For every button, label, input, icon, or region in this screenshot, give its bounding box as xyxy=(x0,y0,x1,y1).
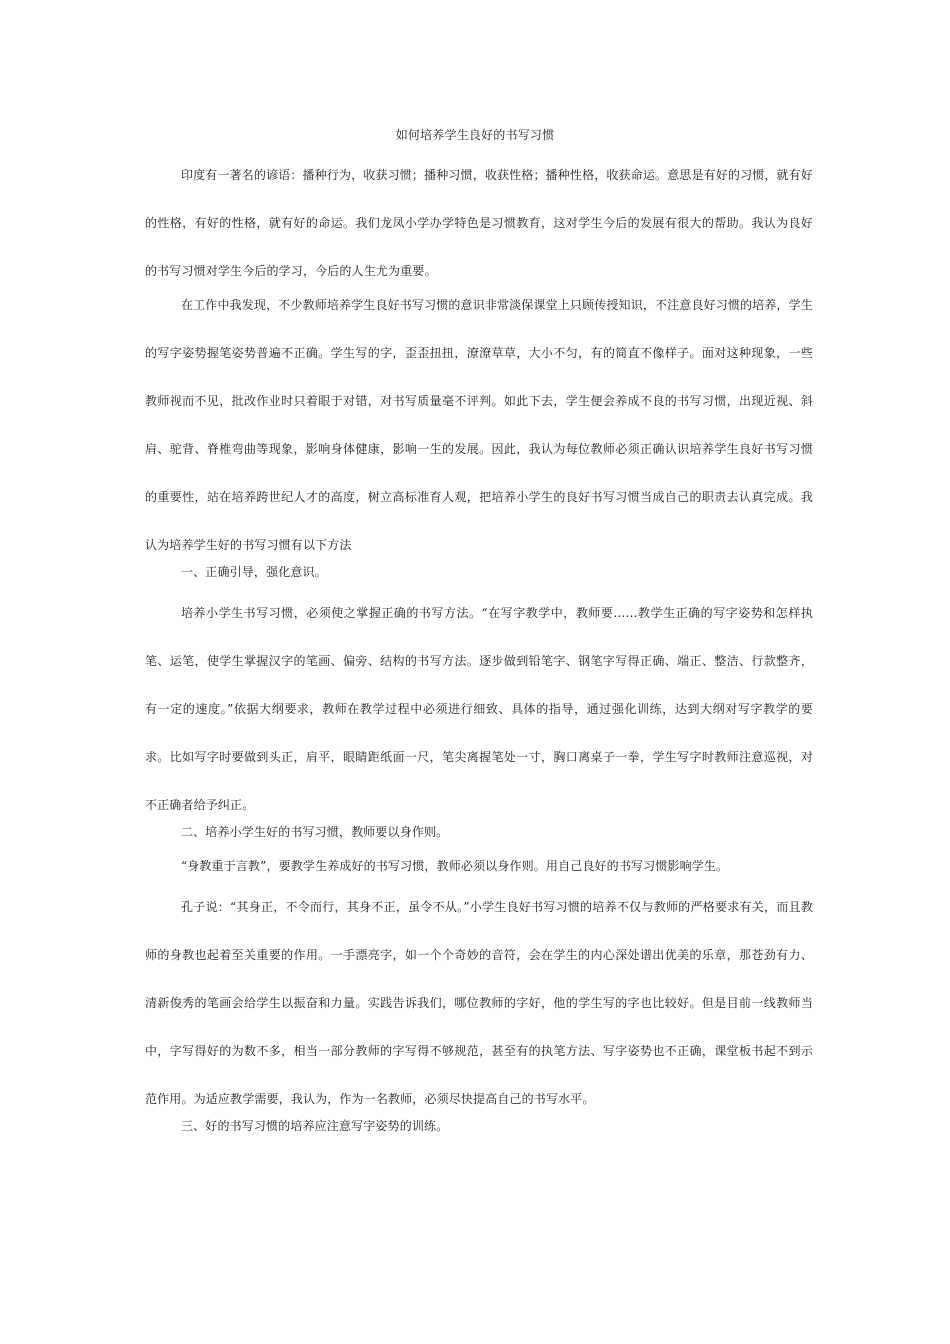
paragraph-proverb: 印度有一著名的谚语：播种行为，收获习惯；播种习惯，收获性格；播种性格，收获命运。意思是有好的习惯，就有好的性格，有好的性格，就有好的命运。我们龙凤小学办学特色是习惯教育，这对学生今后的发展有很大的帮助。我认为良好的书写习惯对学生今后的学习，今后的人生尤为重要。 xyxy=(145,168,813,278)
paragraph-method-1: 培养小学生书写习惯，必须使之掌握正确的书写方法。“在写字教学中，教师要……教学生正确的写字姿势和怎样执笔、运笔，使学生掌握汉字的笔画、偏旁、结构的书写方法。逐步做到铅笔字、钢笔字写得正确、端正、整洁、行款整齐，有一定的速度。”依据大纲要求，教师在教学过程中必须进行细致、具体的指导，通过强化训练，达到大纲对写字教学的要求。比如写字时要做到头正，肩平，眼睛距纸面一尺，笔尖离握笔处一寸，胸口离桌子一拳，学生写字时教师注意巡视，对不正确者给予纠正。 xyxy=(145,606,813,812)
section-heading-2: 二、培养小学生好的书写习惯，教师要以身作则。 xyxy=(181,825,449,839)
paragraph-lead-by-example: “身教重于言教”，要教学生养成好的书写习惯，教师必须以身作则。用自己良好的书写习惯影响学生。 xyxy=(181,859,729,873)
document-body xyxy=(145,151,813,1143)
section-heading-1: 一、正确引导，强化意识。 xyxy=(181,565,327,579)
document-title: 如何培养学生良好的书写习惯 xyxy=(395,128,555,142)
paragraph-confucius: 孔子说：“其身正，不令而行，其身不正，虽令不从。”小学生良好书写习惯的培养不仅与教师的严格要求有关，而且教师的身教也起着至关重要的作用。一手漂亮字，如一个个奇妙的音符，会在学生的内心深处谱出优美的乐章，那苍劲有力、清新俊秀的笔画会给学生以振奋和力量。实践告诉我们，哪位教师的字好，他的学生写的字也比较好。但是目前一线教师当中，字写得好的为数不多，相当一部分教师的字写得不够规范，甚至有的执笔方法、写字姿势也不正确，课堂板书起不到示范作用。为适应教学需要，我认为，作为一名教师，必须尽快提高自己的书写水平。 xyxy=(145,900,813,1106)
section-heading-3: 三、好的书写习惯的培养应注意写字姿势的训练。 xyxy=(181,1119,449,1133)
paragraph-observation: 在工作中我发现，不少教师培养学生良好书写习惯的意识非常淡保课堂上只顾传授知识，不注意良好习惯的培养，学生的写字姿势握笔姿势普遍不正确。学生写的字，歪歪扭扭，潦潦草草，大小不匀，有的简直不像样子。面对这种现象，一些教师视而不见，批改作业时只着眼于对错，对书写质量毫不评判。如此下去，学生便会养成不良的书写习惯，出现近视、斜肩、驼背、脊椎弯曲等现象，影响身体健康，影响一生的发展。因此，我认为每位教师必须正确认识培养学生良好书写习惯的重要性，站在培养跨世纪人才的高度，树立高标准育人观，把培养小学生的良好书写习惯当成自己的职责去认真完成。我认为培养学生好的书写习惯有以下方法 xyxy=(145,298,813,552)
